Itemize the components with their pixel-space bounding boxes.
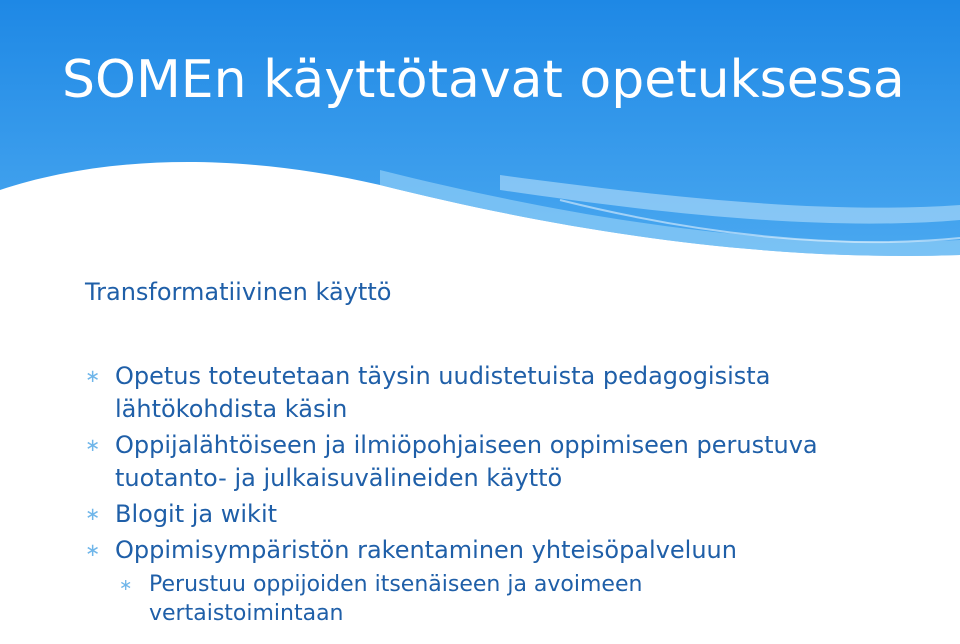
slide-title: SOMEn käyttötavat opetuksessa <box>62 50 905 110</box>
bullet-list <box>85 360 945 628</box>
bullet-asterisk-icon: ∗ <box>85 504 101 525</box>
bullet-line: Oppimisympäristön rakentaminen yhteisöpalveluun <box>115 536 737 564</box>
slide-subtitle: Transformatiivinen käyttö <box>85 278 392 306</box>
bullet-line: Oppijalähtöiseen ja ilmiöpohjaiseen oppimiseen perustuva <box>115 431 818 459</box>
bullet-item <box>85 429 945 495</box>
bullet-line: Opetus toteutetaan täysin uudistetuista pedagogisista <box>115 362 771 390</box>
bullet-item <box>85 498 945 531</box>
bullet-line: Blogit ja wikit <box>115 500 278 528</box>
bullet-asterisk-icon: ∗ <box>85 366 101 387</box>
bullet-asterisk-icon: ∗ <box>85 435 101 456</box>
sub-bullet-asterisk-icon: ∗ <box>119 575 133 594</box>
bullet-line: tuotanto- ja julkaisuvälineiden käyttö <box>115 464 563 492</box>
header-wave-background <box>0 0 960 262</box>
slide-header <box>0 0 960 262</box>
sub-bullet-item <box>119 570 945 628</box>
bullet-item <box>85 360 945 426</box>
bullet-line: lähtökohdista käsin <box>115 395 348 423</box>
sub-bullet-line: Perustuu oppijoiden itsenäiseen ja avoimeen <box>149 572 643 597</box>
bullet-item <box>85 534 945 567</box>
sub-bullet-line: vertaistoimintaan <box>149 601 344 626</box>
bullet-asterisk-icon: ∗ <box>85 540 101 561</box>
